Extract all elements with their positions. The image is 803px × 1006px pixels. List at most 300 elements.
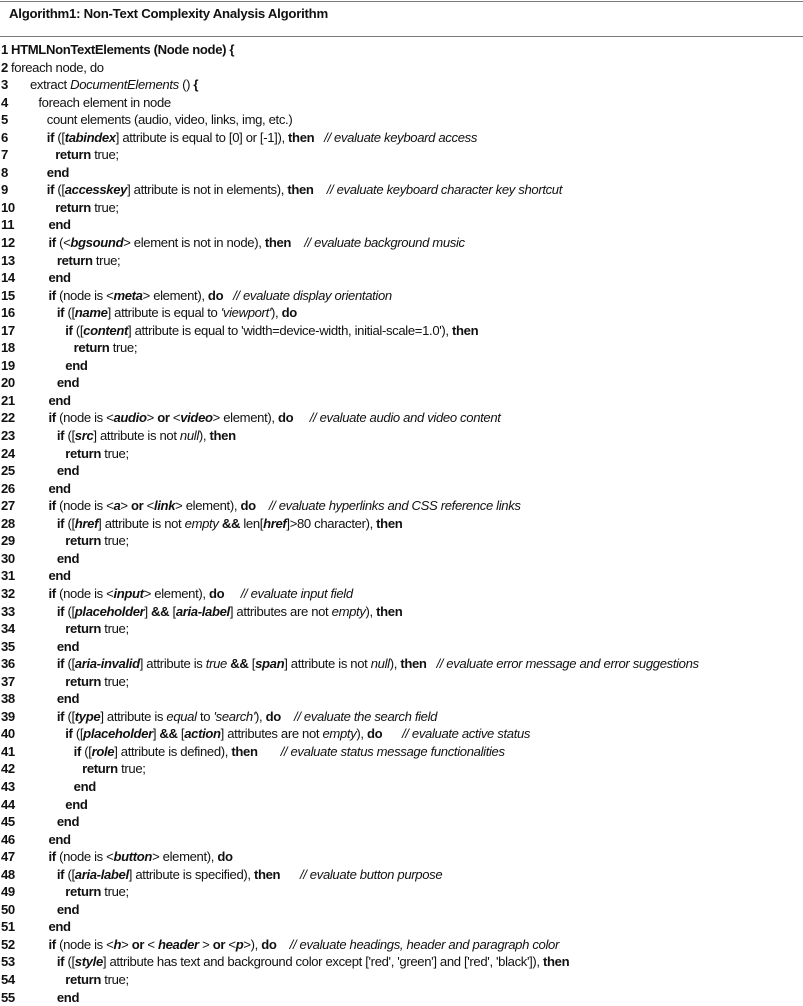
line-segment: < [169, 410, 181, 426]
line-segment: > element), [212, 410, 278, 426]
line-segment: return [65, 971, 101, 987]
line-segment: (node is < [55, 498, 114, 514]
line-segment: ), [389, 656, 401, 672]
line-segment: ] attribute is defined), [114, 743, 232, 759]
algorithm-line [0, 813, 803, 831]
line-segment: then [288, 129, 315, 145]
line-number: 26 [1, 480, 15, 496]
line-segment: end [48, 831, 71, 847]
algorithm-line [0, 918, 803, 936]
line-segment: ] attribute is not [284, 656, 371, 672]
line-segment: > element), [143, 585, 209, 601]
line-text [48, 234, 464, 252]
line-segment: if [56, 866, 65, 882]
line-text [11, 41, 234, 59]
algorithm-line [0, 427, 803, 445]
line-text [55, 199, 118, 217]
line-segment: ([ [54, 182, 65, 198]
algorithm-line [0, 129, 803, 147]
line-segment: [ [169, 603, 176, 619]
line-segment: end [56, 463, 80, 479]
line-segment: aria-label [74, 866, 129, 882]
line-comment: // evaluate display orientation [223, 287, 392, 303]
line-text [48, 287, 391, 305]
algorithm-line [0, 111, 803, 129]
line-text [57, 866, 442, 884]
line-segment: end [48, 919, 71, 935]
line-segment: ([ [72, 726, 84, 742]
line-segment: input [113, 585, 144, 601]
line-segment: 'search' [213, 708, 255, 724]
line-segment: ] attributes are not [220, 726, 323, 742]
line-segment: HTMLNonTextElements (Node node) { [11, 42, 235, 57]
line-number: 36 [1, 656, 15, 672]
line-segment: if [48, 287, 56, 303]
line-segment: return [65, 533, 101, 549]
line-comment: // evaluate hyperlinks and CSS reference links [255, 498, 521, 514]
line-number: 14 [1, 270, 15, 286]
line-segment: < [143, 498, 154, 514]
line-text [65, 883, 128, 901]
line-number: 54 [1, 971, 15, 987]
algorithm-line [0, 497, 803, 515]
line-segment: { [193, 77, 199, 93]
line-text [74, 743, 505, 761]
line-text [38, 94, 170, 112]
algorithm-line [0, 901, 803, 919]
line-segment: return [65, 884, 101, 900]
algorithm-line [0, 603, 803, 621]
algorithm-line [0, 883, 803, 901]
algorithm-line [0, 181, 803, 199]
line-segment: if [65, 322, 73, 338]
line-segment: then [231, 743, 258, 759]
line-text [48, 567, 70, 585]
line-segment: true [205, 656, 227, 672]
line-segment: len[ [240, 515, 264, 531]
line-segment: > [121, 936, 132, 952]
line-segment: ] attribute is equal to [107, 305, 221, 321]
line-text [48, 269, 70, 287]
line-segment: ), [255, 708, 266, 724]
line-segment: foreach node, do [11, 59, 104, 75]
algorithm-line [0, 532, 803, 550]
line-number: 12 [1, 235, 15, 251]
line-segment: && [159, 726, 178, 742]
line-segment: end [48, 270, 71, 286]
line-segment: empty [331, 603, 366, 619]
line-number: 4 [1, 94, 8, 110]
algorithm-line [0, 620, 803, 638]
line-segment: or [130, 498, 144, 514]
line-segment: if [48, 410, 56, 426]
title-rule [0, 36, 803, 37]
line-number: 44 [1, 796, 15, 812]
line-segment: if [48, 936, 56, 952]
line-segment: or [131, 936, 145, 952]
line-segment: [ [248, 656, 256, 672]
line-segment: true; [92, 252, 121, 268]
line-segment: && [230, 656, 249, 672]
algorithm-line [0, 831, 803, 849]
line-segment: ([ [64, 305, 75, 321]
line-segment: ] [144, 603, 152, 619]
line-segment: end [56, 901, 80, 917]
line-text [65, 725, 530, 743]
line-text [57, 989, 79, 1006]
line-segment: if [46, 182, 55, 198]
line-number: 38 [1, 691, 15, 707]
algorithm-line [0, 638, 803, 656]
algorithm-line [0, 971, 803, 989]
line-number: 48 [1, 866, 15, 882]
line-segment: > [120, 498, 131, 514]
line-segment: aria-label [175, 603, 230, 619]
line-segment: ([ [64, 708, 75, 724]
line-segment: if [48, 498, 56, 514]
line-number: 13 [1, 252, 15, 268]
algorithm-line [0, 216, 803, 234]
line-segment: >), [243, 936, 262, 952]
line-segment: return [65, 621, 101, 637]
line-segment: ([ [64, 656, 75, 672]
line-segment: ] [152, 726, 160, 742]
line-number: 23 [1, 428, 15, 444]
line-number: 16 [1, 305, 15, 321]
line-segment: audio [113, 410, 147, 426]
line-segment: to [196, 708, 214, 724]
line-segment: aria-invalid [74, 656, 140, 672]
line-segment: extract [30, 77, 71, 93]
algorithm-line [0, 252, 803, 270]
line-segment: empty [184, 515, 219, 531]
line-comment: // evaluate button purpose [280, 866, 443, 882]
line-number: 43 [1, 778, 15, 794]
line-text [57, 252, 120, 270]
line-number: 47 [1, 849, 15, 865]
line-segment: then [376, 515, 403, 531]
line-segment: a [113, 498, 121, 514]
line-segment: do [367, 726, 383, 742]
line-text [48, 848, 232, 866]
line-segment: (node is < [55, 585, 114, 601]
line-segment: return [56, 252, 93, 268]
algorithm-line [0, 866, 803, 884]
line-segment: ] attribute is not [93, 428, 180, 444]
line-number: 30 [1, 550, 15, 566]
line-segment: end [56, 550, 80, 566]
line-segment: null [370, 656, 390, 672]
line-text [47, 181, 562, 199]
line-text [57, 638, 79, 656]
line-segment: (node is < [55, 410, 114, 426]
algorithm-line [0, 848, 803, 866]
line-segment: do [209, 585, 225, 601]
line-segment: ([ [64, 866, 75, 882]
line-number: 34 [1, 621, 15, 637]
line-number: 20 [1, 375, 15, 391]
line-segment: end [48, 568, 71, 584]
line-text [57, 427, 236, 445]
line-text [74, 778, 96, 796]
line-number: 52 [1, 936, 15, 952]
line-segment: true; [109, 340, 138, 356]
line-segment: DocumentElements [70, 77, 179, 93]
line-number: 7 [1, 147, 8, 163]
line-segment: > element), [152, 849, 218, 865]
line-segment: if [56, 656, 65, 672]
line-segment: true; [90, 147, 119, 163]
line-comment: // evaluate keyboard access [314, 129, 478, 145]
line-segment: true; [101, 884, 129, 900]
algorithm-line [0, 778, 803, 796]
line-segment: if [56, 708, 65, 724]
line-number: 53 [1, 954, 15, 970]
line-segment: ] attribute has text and background color except ['red', 'green'] and ['red', 'black']), [102, 954, 544, 970]
algorithm-line [0, 357, 803, 375]
line-number: 40 [1, 726, 15, 742]
algorithm-line [0, 287, 803, 305]
line-text [55, 146, 118, 164]
line-text [57, 304, 297, 322]
line-segment: (< [55, 235, 71, 251]
line-segment: ), [365, 603, 377, 619]
line-text [48, 918, 70, 936]
line-segment: end [56, 691, 80, 707]
line-text [47, 111, 293, 129]
line-text [65, 322, 478, 340]
line-segment: ] attribute is equal to [0] or [-1]), [115, 129, 289, 145]
line-segment: > element is not in node), [123, 235, 265, 251]
line-segment: count elements (audio, video, links, img, etc.) [46, 112, 293, 128]
line-number: 1 [1, 42, 8, 57]
line-number: 3 [1, 77, 8, 93]
line-text [47, 164, 69, 182]
line-comment: // evaluate headings, header and paragraph color [276, 936, 559, 952]
algorithm-line [0, 409, 803, 427]
algorithm-line [0, 743, 803, 761]
line-segment: return [55, 147, 91, 163]
line-segment: if [56, 603, 65, 619]
algorithm-line [0, 655, 803, 673]
algorithm-line [0, 515, 803, 533]
line-segment: ] attribute is specified), [128, 866, 254, 882]
algorithm-line [0, 585, 803, 603]
line-number: 46 [1, 831, 15, 847]
line-text [48, 497, 520, 515]
line-number: 25 [1, 463, 15, 479]
line-text [30, 76, 198, 94]
line-segment: end [48, 480, 71, 496]
line-segment: end [56, 814, 80, 830]
line-number: 41 [1, 743, 15, 759]
line-segment: if [65, 726, 73, 742]
line-text [65, 445, 128, 463]
line-segment: then [376, 603, 403, 619]
line-segment: h [113, 936, 122, 952]
line-text [82, 760, 145, 778]
line-number: 31 [1, 568, 15, 584]
line-text [48, 585, 352, 603]
line-segment: ] attribute is not [98, 515, 185, 531]
line-segment: ), [356, 726, 367, 742]
line-segment: header [157, 936, 199, 952]
line-text [57, 655, 699, 673]
line-segment: ), [198, 428, 210, 444]
line-segment: return [55, 199, 91, 215]
line-text [48, 392, 70, 410]
line-segment: then [264, 235, 292, 251]
line-segment: ] attribute is equal to 'width=device-width, initial-scale=1.0'), [128, 322, 452, 338]
line-segment: type [74, 708, 101, 724]
line-segment: ]>80 character), [286, 515, 377, 531]
line-segment: return [65, 445, 101, 461]
line-number: 18 [1, 340, 15, 356]
line-segment: end [65, 796, 88, 812]
line-segment: ([ [54, 129, 65, 145]
line-number: 33 [1, 603, 15, 619]
line-segment: ([ [64, 428, 75, 444]
algorithm-line [0, 304, 803, 322]
line-segment: video [180, 410, 213, 426]
line-text [48, 831, 70, 849]
line-segment: true; [101, 533, 129, 549]
line-segment: then [451, 322, 479, 338]
line-segment: then [253, 866, 281, 882]
line-segment: href [263, 515, 287, 531]
line-segment: end [56, 989, 80, 1005]
line-segment: (node is < [55, 936, 114, 952]
line-number: 15 [1, 287, 15, 303]
line-segment: p [235, 936, 244, 952]
line-segment: foreach element in node [38, 94, 171, 110]
line-segment: ([ [64, 515, 75, 531]
line-segment: href [74, 515, 99, 531]
line-number: 9 [1, 182, 8, 198]
line-number: 19 [1, 357, 15, 373]
line-segment: then [543, 954, 570, 970]
line-number: 37 [1, 673, 15, 689]
line-segment: if [48, 849, 56, 865]
line-text [65, 357, 87, 375]
algorithm-line [0, 567, 803, 585]
line-segment: < [225, 936, 236, 952]
algorithm-line [0, 94, 803, 112]
line-text [57, 813, 79, 831]
line-number: 11 [1, 217, 15, 233]
algorithm-line [0, 989, 803, 1006]
line-segment: ] attribute is not in elements), [127, 182, 288, 198]
line-text [57, 953, 569, 971]
line-segment: do [240, 498, 256, 514]
line-segment: 'viewport' [220, 305, 272, 321]
line-text [57, 901, 79, 919]
line-segment: empty [322, 726, 357, 742]
line-segment: end [56, 375, 80, 391]
algorithm-line [0, 59, 803, 77]
line-text [57, 462, 79, 480]
line-segment: end [46, 164, 70, 180]
line-segment: > element), [142, 287, 208, 303]
line-segment: link [153, 498, 176, 514]
line-segment: do [281, 305, 297, 321]
line-segment: do [207, 287, 224, 303]
line-segment: null [179, 428, 199, 444]
line-segment: if [56, 428, 65, 444]
line-number: 39 [1, 708, 15, 724]
line-number: 27 [1, 498, 15, 514]
line-segment: if [56, 305, 65, 321]
line-number: 17 [1, 322, 15, 338]
line-segment: content [83, 322, 129, 338]
line-segment: ([ [72, 322, 84, 338]
algorithm-line [0, 936, 803, 954]
algorithm-line [0, 760, 803, 778]
line-segment: true; [101, 445, 129, 461]
line-segment: && [221, 515, 241, 531]
line-text [65, 532, 128, 550]
line-segment: return [82, 761, 118, 777]
line-segment: return [65, 673, 101, 689]
algorithm-title: Algorithm1: Non-Text Complexity Analysis Algorithm [9, 6, 328, 21]
algorithm-line [0, 322, 803, 340]
line-segment: style [74, 954, 103, 970]
line-segment: ([ [64, 954, 75, 970]
algorithm-line [0, 374, 803, 392]
line-segment: true; [117, 761, 146, 777]
line-segment: end [73, 778, 96, 794]
line-text [11, 59, 104, 77]
line-text [57, 374, 79, 392]
line-segment: if [73, 743, 81, 759]
line-text [48, 216, 70, 234]
algorithm-line [0, 725, 803, 743]
line-segment: true; [101, 971, 129, 987]
line-text [47, 129, 477, 147]
line-text [57, 550, 79, 568]
algorithm-line [0, 550, 803, 568]
line-segment: ] attributes are not [229, 603, 332, 619]
line-segment: placeholder [74, 603, 145, 619]
line-segment: ] attribute is [139, 656, 206, 672]
algorithm-line [0, 76, 803, 94]
line-segment: ([ [80, 743, 92, 759]
line-comment: // evaluate audio and video content [293, 410, 501, 426]
line-segment: accesskey [64, 182, 128, 198]
line-segment: action [184, 726, 221, 742]
line-comment: // evaluate the search field [280, 708, 438, 724]
line-segment: tabindex [64, 129, 116, 145]
line-text [48, 480, 70, 498]
line-segment: do [277, 410, 294, 426]
line-segment: if [48, 585, 56, 601]
line-segment: span [255, 656, 285, 672]
line-segment: < [144, 936, 158, 952]
line-text [48, 409, 500, 427]
line-number: 49 [1, 884, 15, 900]
line-comment: // evaluate active status [382, 726, 531, 742]
line-segment: src [74, 428, 94, 444]
algorithm-line [0, 234, 803, 252]
line-segment: ([ [64, 603, 75, 619]
line-segment: () [178, 77, 194, 93]
line-segment: or [157, 410, 170, 426]
line-comment: // evaluate keyboard character key shortcut [313, 182, 563, 198]
algorithm-line [0, 953, 803, 971]
line-segment: true; [101, 673, 129, 689]
line-segment: (node is < [55, 849, 114, 865]
line-segment: true; [101, 621, 129, 637]
